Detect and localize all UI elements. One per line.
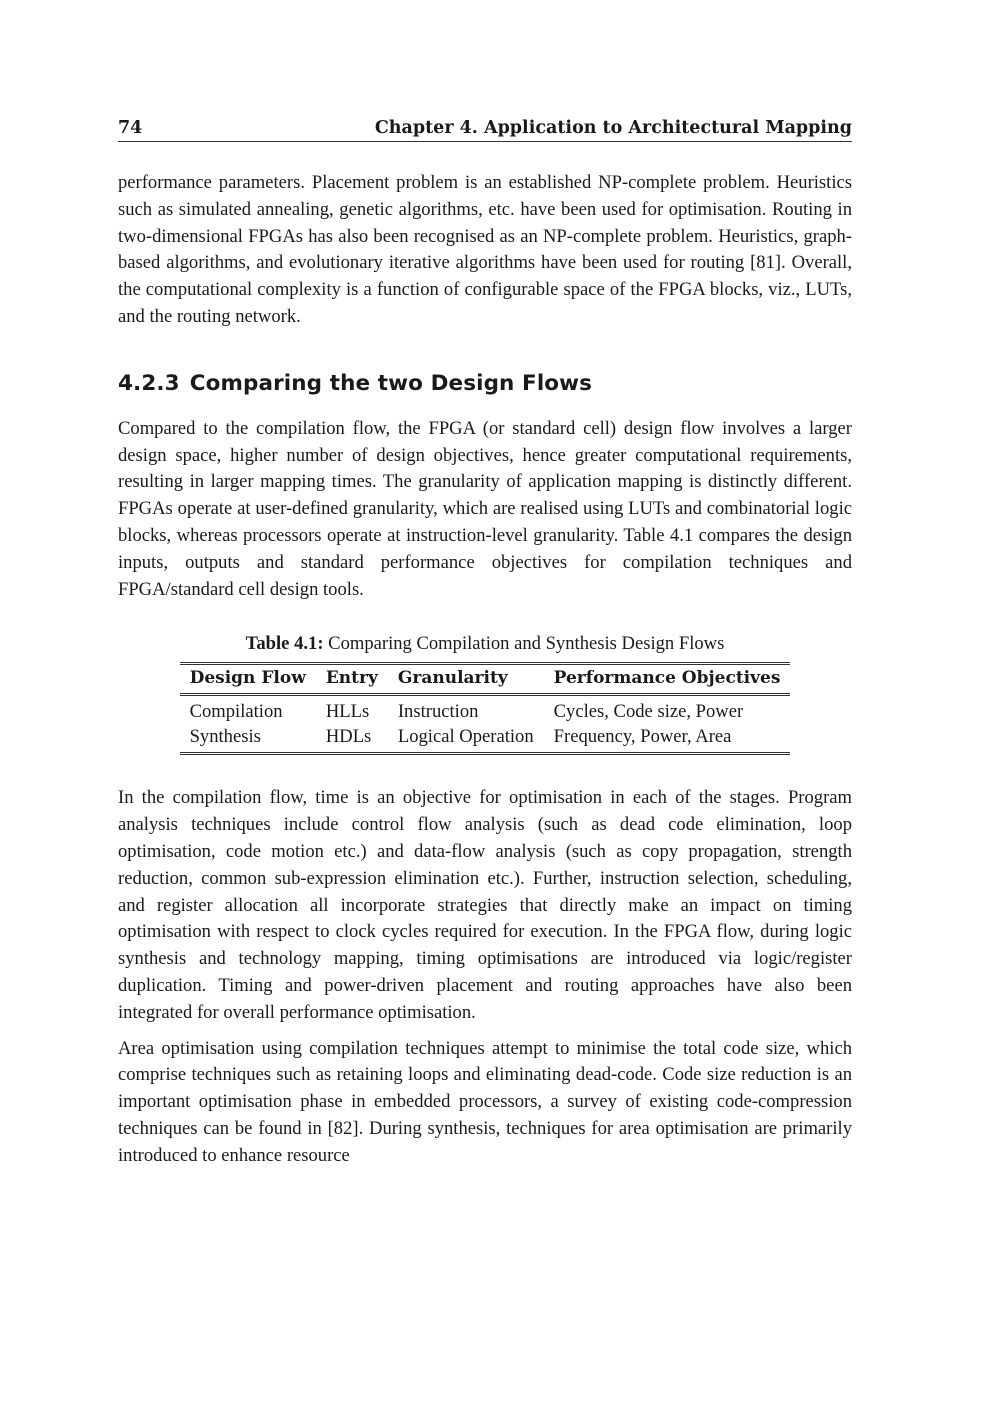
page-number: 74 [118,118,143,138]
section-title: Comparing the two Design Flows [189,370,593,396]
header-performance-objectives: Performance Objectives [544,664,791,695]
table-caption-text: Comparing Compilation and Synthesis Design Flows [328,633,725,655]
header-entry: Entry [316,664,388,695]
page [118,118,852,1170]
design-flow-table [180,662,791,755]
section-heading [118,371,852,396]
table-header-row [180,664,791,695]
table-wrapper [118,662,852,755]
body-paragraph-design-flow: Compared to the compilation flow, the FPGA (or standard cell) design flow involves a larger design space, higher number of design objectives, hence greater computational requirements, resulting in larger mapping times. The granularity of application mapping is distinctly different. FPGAs operate at user-defined granularity, which are realised using LUTs and combinatorial logic blocks, whereas processors operate at instruction-level granularity. Table 4.1 compares the design inputs, outputs and standard performance objectives for compilation techniques and FPGA/standard cell design tools. [118,417,852,600]
table-cell: Instruction [397,701,479,723]
table-cell: Cycles, Code size, Power [553,701,744,723]
table-cell: Logical Operation [397,726,534,748]
body-paragraph-area: Area optimisation using compilation techniques attempt to minimise the total code size, which comprise techniques such as retaining loops and eliminating dead-code. Code size reduction is an important optimisation phase in embedded processors, a survey of existing code-compression techniques can be found in [82]. During synthesis, techniques for area optimisation are primarily introduced to enhance resource [118,1037,852,1166]
intro-paragraph: performance parameters. Placement problem is an established NP-complete problem. Heuristics such as simulated annealing, genetic algorithms, etc. have been used for optimisation. Routing in two-dimensional FPGAs has also been recognised as an NP-complete problem. Heuristics, graph-based algorithms, and evolutionary iterative algorithms have been used for routing [81]. Overall, the computational complexity is a function of configurable space of the FPGA blocks, viz., LUTs, and the routing network. [118,172,852,327]
table-cell: HLLs [325,701,370,723]
section-number: 4.2.3 [118,370,180,396]
table-cell: Synthesis [189,726,261,748]
table-caption [118,633,852,655]
header-design-flow: Design Flow [180,664,316,695]
table-row [180,695,791,725]
header-granularity: Granularity [388,664,544,695]
table-caption-label: Table 4.1: [245,633,324,655]
table-cell: HDLs [325,726,372,748]
chapter-title: Chapter 4. Application to Architectural Mapping [374,118,852,138]
body-paragraph-timing: In the compilation flow, time is an objective for optimisation in each of the stages. Program analysis techniques include control flow analysis (such as dead code elimination, loop optimisation, code motion etc.) and data-flow analysis (such as copy propagation, strength reduction, common sub-expression elimination etc.). Further, instruction selection, scheduling, and register allocation all incorporate strategies that directly make an impact on timing optimisation with respect to clock cycles required for execution. In the FPGA flow, during logic synthesis and technology mapping, timing optimisations are introduced via logic/register duplication. Timing and power-driven placement and routing approaches have also been integrated for overall performance optimisation. [118,787,852,1023]
table-row [180,724,791,754]
table-cell: Compilation [189,701,283,723]
running-header [118,118,852,142]
table-cell: Frequency, Power, Area [553,726,732,748]
